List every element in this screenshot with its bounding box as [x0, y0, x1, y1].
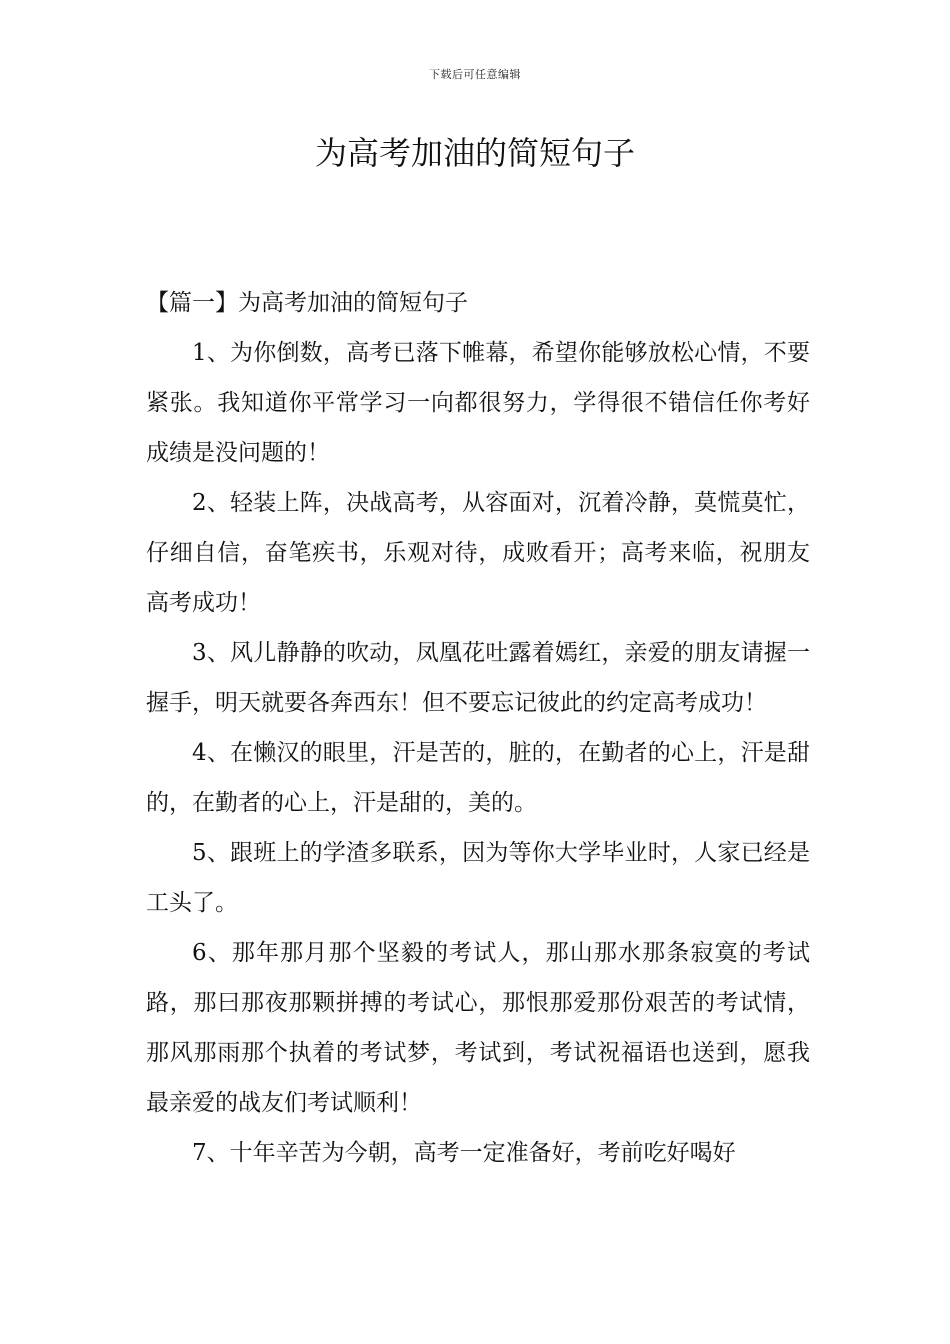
- header-note: 下载后可任意编辑: [429, 68, 521, 81]
- paragraph-2: 2、轻装上阵，决战高考，从容面对，沉着冷静，莫慌莫忙，仔细自信，奋笔疾书，乐观对待，成败看开；高考来临，祝朋友高考成功！: [146, 490, 810, 616]
- paragraph-5: 5、跟班上的学渣多联系，因为等你大学毕业时，人家已经是工头了。: [146, 840, 810, 916]
- paragraph-6: 6、那年那月那个坚毅的考试人，那山那水那条寂寞的考试路，那曰那夜那颗拼搏的考试心，那恨那爱那份艰苦的考试情，那风那雨那个执着的考试梦，考试到，考试祝福语也送到，愿我最亲爱的战友们考试顺利！: [146, 940, 810, 1116]
- paragraph-3: 3、风儿静静的吹动，凤凰花吐露着嫣红，亲爱的朋友请握一握手，明天就要各奔西东！但不要忘记彼此的约定高考成功！: [146, 640, 810, 716]
- paragraph-1: 1、为你倒数，高考已落下帷幕，希望你能够放松心情，不要紧张。我知道你平常学习一向都很努力，学得很不错信任你考好成绩是没问题的！: [146, 340, 810, 466]
- document-body: [146, 278, 810, 1178]
- paragraph-4: 4、在懒汉的眼里，汗是苦的，脏的，在勤者的心上，汗是甜的，在勤者的心上，汗是甜的，美的。: [146, 740, 810, 816]
- document-title: 为高考加油的简短句子: [314, 134, 635, 172]
- section-heading: 【篇一】为高考加油的简短句子: [146, 290, 468, 316]
- paragraph-7: 7、十年辛苦为今朝，高考一定准备好，考前吃好喝好: [192, 1140, 736, 1166]
